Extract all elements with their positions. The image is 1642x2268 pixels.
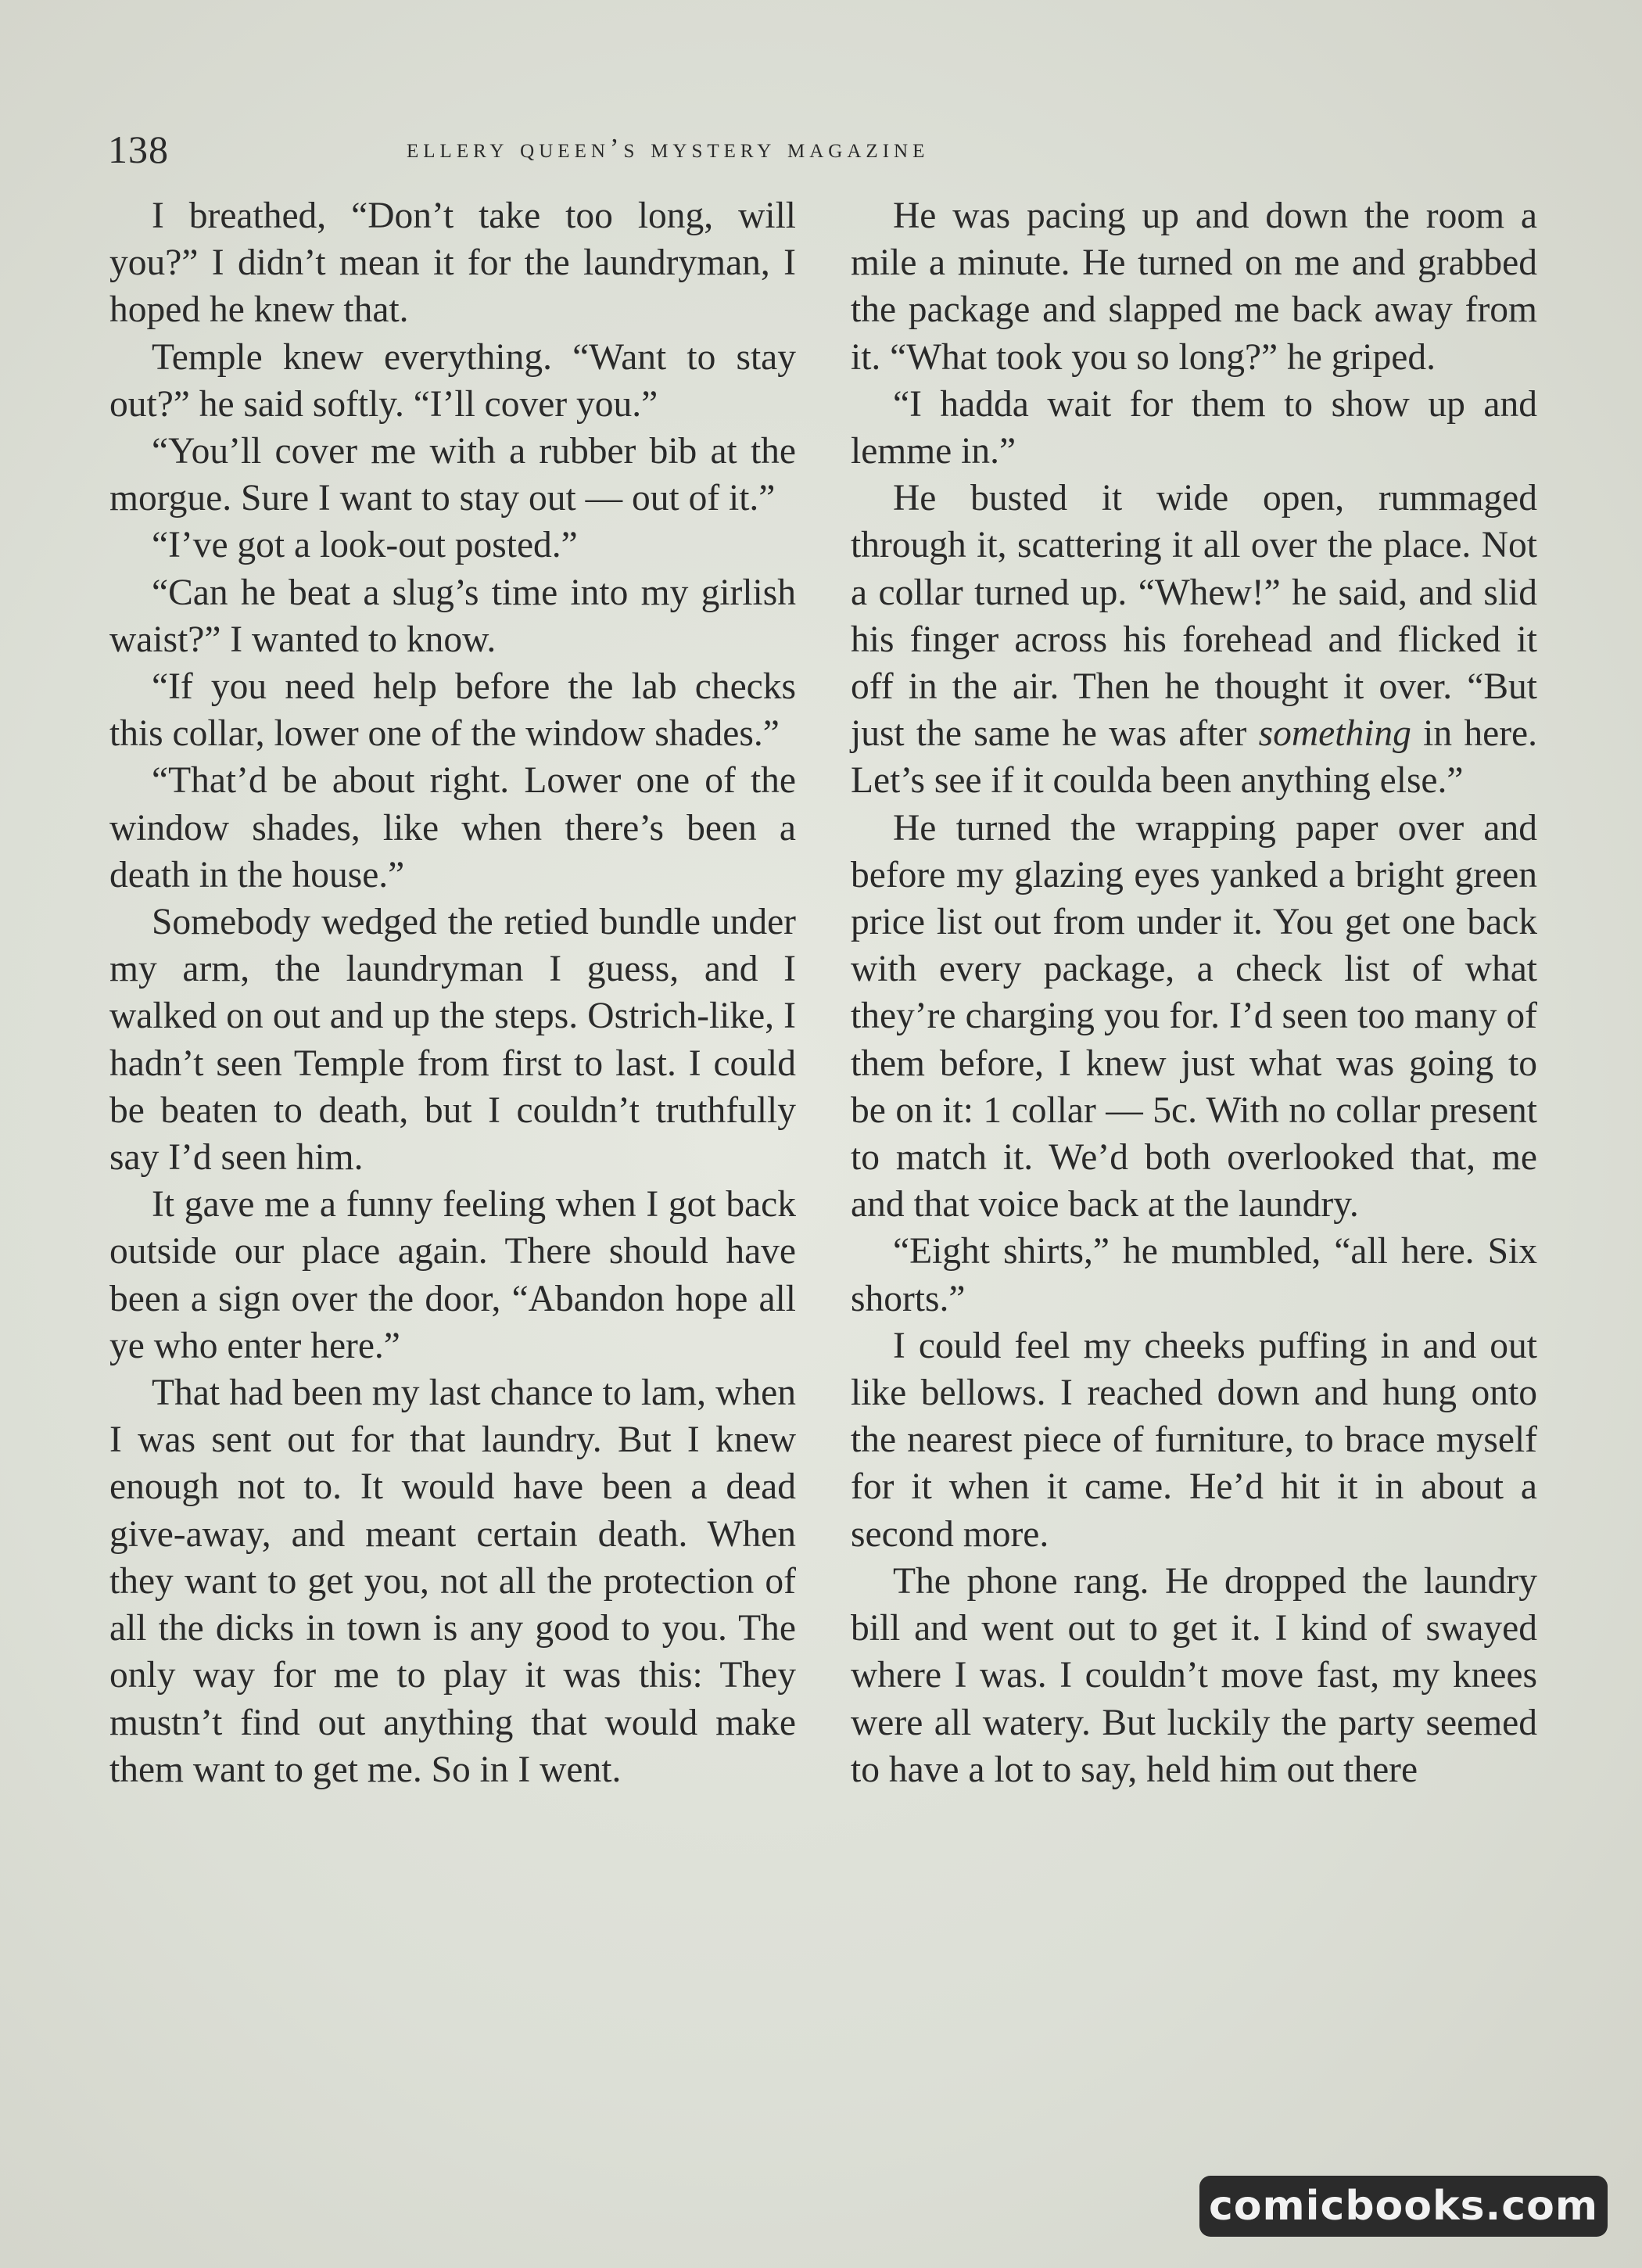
paragraph: He turned the wrapping paper over and before my glazing eyes yanked a bright green price list out from under it. You get one back with every package, a check list of what they’re charging you for. I’d seen too many of them before, I knew just what was going to be on it: 1 collar — 5c. With no collar present to match it. We’d both overlooked that, me and that voice back at the laundry.: [851, 807, 1537, 1226]
paragraph: He was pacing up and down the room a mile a minute. He turned on me and grabbed the package and slapped me back away from it. “What took you so long?” he griped.: [851, 196, 1537, 378]
page-header: [108, 127, 1539, 174]
watermark-badge: comicbooks.com: [1199, 2176, 1608, 2237]
paragraph-text: in here. Let’s see if it coulda been anything else.”: [851, 713, 1537, 802]
paragraph-text: He busted it wide open, rummaged through it, scattering it all over the place. Not a collar turned up. “Whew!” he said, and slid his finger across his forehead and flicked it off in the air. Then he thought it over. “But just the same he was after: [851, 478, 1537, 755]
paragraph: I breathed, “Don’t take too long, will you?” I didn’t mean it for the laundryman, I hoped he knew that.: [109, 196, 796, 331]
paragraph: “Eight shirts,” he mumbled, “all here. Six shorts.”: [851, 1231, 1537, 1319]
paragraph: Somebody wedged the retied bundle under my arm, the laundryman I guess, and I walked on out and up the steps. Ostrich-like, I hadn’t seen Temple from first to last. I could be beaten to death, but I couldn’t truthfully say I’d seen him.: [109, 902, 796, 1179]
paragraph: “I’ve got a look-out posted.”: [152, 525, 578, 566]
left-column: [109, 192, 796, 1793]
page-number: 138: [108, 127, 169, 171]
paragraph: Temple knew everything. “Want to stay out?” he said softly. “I’ll cover you.”: [109, 336, 796, 425]
paragraph: The phone rang. He dropped the laundry bill and went out to get it. I kind of swayed where I was. I couldn’t move fast, my knees were all watery. But luckily the party seemed to have a lot to say, held him out there: [851, 1560, 1537, 1790]
paragraph: “If you need help before the lab checks this collar, lower one of the window shades.”: [109, 666, 796, 755]
emphasized-word: something: [1258, 713, 1411, 755]
running-title: ellery queen’s mystery magazine: [407, 133, 930, 163]
paragraph: [851, 475, 1537, 804]
paragraph: “Can he beat a slug’s time into my girlish waist?” I wanted to know.: [109, 572, 796, 660]
paragraph: “That’d be about right. Lower one of the window shades, like when there’s been a death in the house.”: [109, 760, 796, 895]
paragraph: “I hadda wait for them to show up and lemme in.”: [851, 383, 1537, 472]
paragraph: I could feel my cheeks puffing in and out like bellows. I reached down and hung onto the nearest piece of furniture, to brace myself for it when it came. He’d hit it in about a second more.: [851, 1325, 1537, 1555]
paragraph: It gave me a funny feeling when I got back outside our place again. There should have been a sign over the door, “Abandon hope all ye who enter here.”: [109, 1184, 796, 1366]
paragraph: That had been my last chance to lam, when I was sent out for that laundry. But I knew enough not to. It would have been a dead give-away, and meant certain death. When they want to get you, not all the protection of all the dicks in town is any good to you. The only way for me to play it was this: They mustn’t find out anything that would make them want to get me. So in I went.: [109, 1373, 796, 1790]
right-column: [851, 192, 1537, 1793]
paragraph: “You’ll cover me with a rubber bib at the morgue. Sure I want to stay out — out of it.”: [109, 431, 796, 519]
